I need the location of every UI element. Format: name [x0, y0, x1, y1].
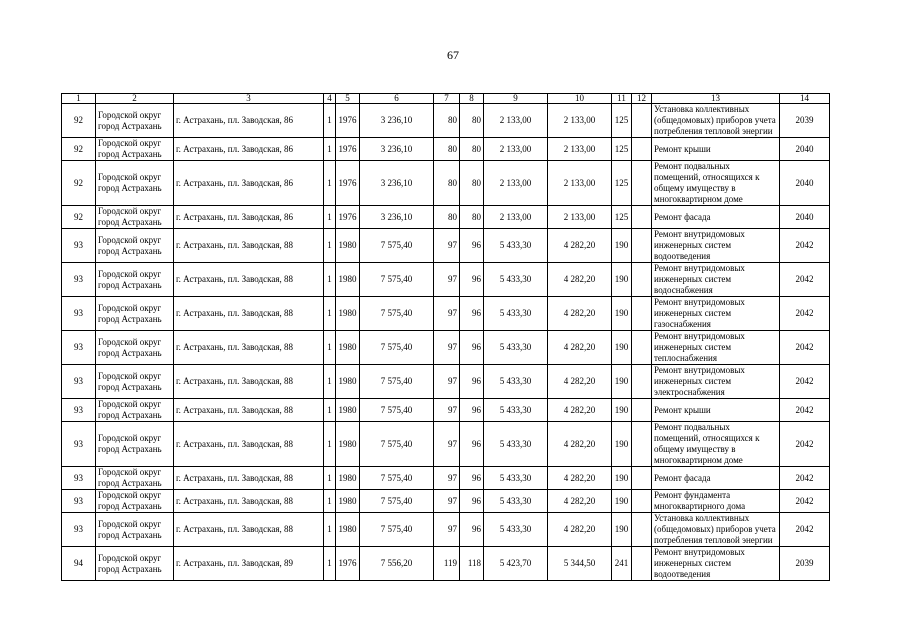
- cell-empty: [632, 490, 652, 513]
- cell-apartments-total: 97: [434, 422, 460, 467]
- cell-private-area: 4 282,20: [548, 467, 612, 490]
- cell-address: г. Астрахань, пл. Заводская, 86: [174, 161, 324, 206]
- cell-total-area: 3 236,10: [360, 161, 434, 206]
- cell-buildings-count: 1: [324, 161, 336, 206]
- cell-work-type: Ремонт подвальных помещений, относящихся к общему имуществу в многоквартирном доме: [652, 161, 780, 206]
- cell-residents: 125: [612, 161, 632, 206]
- cell-planned-year: 2042: [780, 331, 830, 365]
- page-number: 67: [447, 48, 459, 62]
- cell-residential-area: 5 433,30: [484, 263, 548, 297]
- cell-apartments-total: 97: [434, 467, 460, 490]
- cell-empty: [632, 206, 652, 229]
- cell-buildings-count: 1: [324, 365, 336, 399]
- cell-work-type: Ремонт внутридомовых инженерных систем теплоснабжения: [652, 331, 780, 365]
- table-row: [62, 490, 830, 513]
- cell-address: г. Астрахань, пл. Заводская, 88: [174, 297, 324, 331]
- cell-row-number: 93: [62, 331, 96, 365]
- cell-empty: [632, 513, 652, 547]
- cell-apartments-residential: 96: [460, 263, 484, 297]
- cell-row-number: 93: [62, 513, 96, 547]
- cell-municipality: Городской округ город Астрахань: [96, 513, 174, 547]
- cell-residential-area: 5 433,30: [484, 513, 548, 547]
- cell-planned-year: 2042: [780, 422, 830, 467]
- cell-residents: 190: [612, 490, 632, 513]
- cell-apartments-total: 97: [434, 513, 460, 547]
- cell-buildings-count: 1: [324, 229, 336, 263]
- cell-work-type: Ремонт внутридомовых инженерных систем газоснабжения: [652, 297, 780, 331]
- cell-total-area: 7 575,40: [360, 513, 434, 547]
- cell-address: г. Астрахань, пл. Заводская, 88: [174, 513, 324, 547]
- cell-work-type: Ремонт фасада: [652, 467, 780, 490]
- cell-row-number: 93: [62, 399, 96, 422]
- cell-address: г. Астрахань, пл. Заводская, 89: [174, 547, 324, 581]
- cell-residential-area: 5 433,30: [484, 365, 548, 399]
- cell-municipality: Городской округ город Астрахань: [96, 365, 174, 399]
- cell-private-area: 4 282,20: [548, 229, 612, 263]
- cell-address: г. Астрахань, пл. Заводская, 88: [174, 490, 324, 513]
- cell-build-year: 1976: [336, 547, 360, 581]
- cell-address: г. Астрахань, пл. Заводская, 88: [174, 399, 324, 422]
- cell-empty: [632, 422, 652, 467]
- cell-build-year: 1980: [336, 467, 360, 490]
- cell-residents: 190: [612, 513, 632, 547]
- cell-build-year: 1976: [336, 161, 360, 206]
- cell-empty: [632, 161, 652, 206]
- column-header-1: 1: [62, 94, 96, 104]
- cell-apartments-residential: 96: [460, 513, 484, 547]
- table-body: [62, 104, 830, 581]
- cell-work-type: Установка коллективных (общедомовых) приборов учета потребления тепловой энергии: [652, 513, 780, 547]
- cell-address: г. Астрахань, пл. Заводская, 88: [174, 422, 324, 467]
- column-number-row: [62, 94, 830, 104]
- cell-apartments-residential: 96: [460, 331, 484, 365]
- cell-empty: [632, 138, 652, 161]
- cell-buildings-count: 1: [324, 513, 336, 547]
- cell-planned-year: 2042: [780, 297, 830, 331]
- cell-buildings-count: 1: [324, 490, 336, 513]
- cell-residents: 125: [612, 104, 632, 138]
- column-header-7: 7: [434, 94, 460, 104]
- cell-apartments-total: 97: [434, 263, 460, 297]
- cell-work-type: Ремонт внутридомовых инженерных систем электроснабжения: [652, 365, 780, 399]
- cell-municipality: Городской округ город Астрахань: [96, 206, 174, 229]
- column-header-4: 4: [324, 94, 336, 104]
- cell-address: г. Астрахань, пл. Заводская, 88: [174, 467, 324, 490]
- cell-buildings-count: 1: [324, 138, 336, 161]
- cell-build-year: 1980: [336, 297, 360, 331]
- table-row: [62, 547, 830, 581]
- cell-row-number: 92: [62, 161, 96, 206]
- cell-address: г. Астрахань, пл. Заводская, 86: [174, 104, 324, 138]
- cell-buildings-count: 1: [324, 547, 336, 581]
- cell-apartments-total: 97: [434, 331, 460, 365]
- cell-buildings-count: 1: [324, 206, 336, 229]
- cell-empty: [632, 104, 652, 138]
- cell-total-area: 7 575,40: [360, 399, 434, 422]
- cell-apartments-total: 97: [434, 490, 460, 513]
- cell-residential-area: 5 433,30: [484, 467, 548, 490]
- cell-residents: 190: [612, 365, 632, 399]
- cell-buildings-count: 1: [324, 331, 336, 365]
- table-row: [62, 467, 830, 490]
- table-row: [62, 206, 830, 229]
- cell-private-area: 2 133,00: [548, 104, 612, 138]
- cell-apartments-residential: 96: [460, 467, 484, 490]
- cell-row-number: 92: [62, 206, 96, 229]
- cell-build-year: 1976: [336, 138, 360, 161]
- cell-apartments-residential: 80: [460, 138, 484, 161]
- column-header-8: 8: [460, 94, 484, 104]
- cell-apartments-residential: 96: [460, 490, 484, 513]
- cell-planned-year: 2042: [780, 263, 830, 297]
- cell-residential-area: 2 133,00: [484, 206, 548, 229]
- table-row: [62, 365, 830, 399]
- cell-row-number: 93: [62, 229, 96, 263]
- cell-apartments-residential: 96: [460, 229, 484, 263]
- cell-build-year: 1980: [336, 399, 360, 422]
- column-header-3: 3: [174, 94, 324, 104]
- cell-total-area: 7 575,40: [360, 331, 434, 365]
- repair-schedule-table: [61, 93, 830, 581]
- cell-address: г. Астрахань, пл. Заводская, 86: [174, 138, 324, 161]
- cell-apartments-total: 97: [434, 365, 460, 399]
- cell-private-area: 4 282,20: [548, 263, 612, 297]
- cell-residential-area: 5 423,70: [484, 547, 548, 581]
- cell-municipality: Городской округ город Астрахань: [96, 399, 174, 422]
- cell-build-year: 1980: [336, 490, 360, 513]
- cell-planned-year: 2039: [780, 104, 830, 138]
- cell-row-number: 93: [62, 490, 96, 513]
- cell-address: г. Астрахань, пл. Заводская, 88: [174, 229, 324, 263]
- cell-total-area: 7 575,40: [360, 467, 434, 490]
- cell-empty: [632, 467, 652, 490]
- cell-residents: 190: [612, 263, 632, 297]
- cell-private-area: 2 133,00: [548, 206, 612, 229]
- cell-total-area: 7 575,40: [360, 422, 434, 467]
- cell-planned-year: 2042: [780, 513, 830, 547]
- cell-private-area: 4 282,20: [548, 399, 612, 422]
- cell-empty: [632, 365, 652, 399]
- cell-row-number: 93: [62, 365, 96, 399]
- cell-total-area: 7 556,20: [360, 547, 434, 581]
- cell-planned-year: 2042: [780, 467, 830, 490]
- cell-planned-year: 2040: [780, 206, 830, 229]
- cell-total-area: 3 236,10: [360, 206, 434, 229]
- cell-municipality: Городской округ город Астрахань: [96, 263, 174, 297]
- column-header-2: 2: [96, 94, 174, 104]
- cell-address: г. Астрахань, пл. Заводская, 88: [174, 365, 324, 399]
- column-header-5: 5: [336, 94, 360, 104]
- cell-work-type: Ремонт внутридомовых инженерных систем водоотведения: [652, 547, 780, 581]
- cell-planned-year: 2042: [780, 365, 830, 399]
- cell-apartments-total: 97: [434, 297, 460, 331]
- cell-build-year: 1980: [336, 229, 360, 263]
- cell-work-type: Установка коллективных (общедомовых) приборов учета потребления тепловой энергии: [652, 104, 780, 138]
- cell-apartments-residential: 80: [460, 206, 484, 229]
- cell-municipality: Городской округ город Астрахань: [96, 104, 174, 138]
- cell-build-year: 1980: [336, 331, 360, 365]
- cell-apartments-residential: 80: [460, 161, 484, 206]
- column-header-11: 11: [612, 94, 632, 104]
- cell-work-type: Ремонт фундамента многоквартирного дома: [652, 490, 780, 513]
- cell-work-type: Ремонт крыши: [652, 399, 780, 422]
- cell-total-area: 7 575,40: [360, 229, 434, 263]
- cell-residential-area: 5 433,30: [484, 297, 548, 331]
- cell-total-area: 3 236,10: [360, 104, 434, 138]
- cell-total-area: 3 236,10: [360, 138, 434, 161]
- cell-apartments-total: 80: [434, 206, 460, 229]
- cell-build-year: 1980: [336, 365, 360, 399]
- cell-residential-area: 5 433,30: [484, 490, 548, 513]
- cell-municipality: Городской округ город Астрахань: [96, 138, 174, 161]
- cell-work-type: Ремонт внутридомовых инженерных систем водоотведения: [652, 229, 780, 263]
- column-header-6: 6: [360, 94, 434, 104]
- cell-address: г. Астрахань, пл. Заводская, 88: [174, 331, 324, 365]
- cell-build-year: 1980: [336, 513, 360, 547]
- table-row: [62, 161, 830, 206]
- cell-residents: 125: [612, 138, 632, 161]
- cell-apartments-residential: 118: [460, 547, 484, 581]
- cell-empty: [632, 331, 652, 365]
- cell-buildings-count: 1: [324, 399, 336, 422]
- cell-work-type: Ремонт фасада: [652, 206, 780, 229]
- column-header-10: 10: [548, 94, 612, 104]
- cell-address: г. Астрахань, пл. Заводская, 86: [174, 206, 324, 229]
- cell-apartments-residential: 96: [460, 399, 484, 422]
- cell-apartments-total: 97: [434, 399, 460, 422]
- column-header-13: 13: [652, 94, 780, 104]
- cell-residential-area: 5 433,30: [484, 229, 548, 263]
- cell-municipality: Городской округ город Астрахань: [96, 297, 174, 331]
- cell-apartments-total: 80: [434, 104, 460, 138]
- cell-municipality: Городской округ город Астрахань: [96, 422, 174, 467]
- cell-planned-year: 2040: [780, 161, 830, 206]
- cell-build-year: 1976: [336, 104, 360, 138]
- cell-apartments-residential: 96: [460, 422, 484, 467]
- cell-total-area: 7 575,40: [360, 490, 434, 513]
- cell-residents: 190: [612, 467, 632, 490]
- table-row: [62, 263, 830, 297]
- cell-municipality: Городской округ город Астрахань: [96, 161, 174, 206]
- cell-municipality: Городской округ город Астрахань: [96, 467, 174, 490]
- cell-private-area: 4 282,20: [548, 490, 612, 513]
- cell-buildings-count: 1: [324, 104, 336, 138]
- cell-apartments-total: 119: [434, 547, 460, 581]
- table-row: [62, 138, 830, 161]
- cell-work-type: Ремонт подвальных помещений, относящихся к общему имуществу в многоквартирном доме: [652, 422, 780, 467]
- table-row: [62, 422, 830, 467]
- cell-row-number: 92: [62, 138, 96, 161]
- cell-address: г. Астрахань, пл. Заводская, 88: [174, 263, 324, 297]
- cell-residents: 190: [612, 331, 632, 365]
- cell-empty: [632, 297, 652, 331]
- cell-residential-area: 5 433,30: [484, 422, 548, 467]
- cell-municipality: Городской округ город Астрахань: [96, 331, 174, 365]
- cell-build-year: 1980: [336, 422, 360, 467]
- cell-residential-area: 5 433,30: [484, 399, 548, 422]
- cell-apartments-residential: 96: [460, 297, 484, 331]
- cell-apartments-total: 80: [434, 138, 460, 161]
- cell-empty: [632, 263, 652, 297]
- cell-residents: 190: [612, 422, 632, 467]
- cell-planned-year: 2042: [780, 490, 830, 513]
- cell-row-number: 93: [62, 297, 96, 331]
- cell-row-number: 93: [62, 263, 96, 297]
- cell-planned-year: 2040: [780, 138, 830, 161]
- cell-apartments-residential: 96: [460, 365, 484, 399]
- cell-private-area: 2 133,00: [548, 138, 612, 161]
- cell-residents: 190: [612, 297, 632, 331]
- cell-total-area: 7 575,40: [360, 297, 434, 331]
- cell-row-number: 94: [62, 547, 96, 581]
- cell-planned-year: 2042: [780, 399, 830, 422]
- cell-residential-area: 2 133,00: [484, 138, 548, 161]
- cell-empty: [632, 229, 652, 263]
- cell-apartments-residential: 80: [460, 104, 484, 138]
- table-row: [62, 297, 830, 331]
- cell-private-area: 4 282,20: [548, 365, 612, 399]
- cell-buildings-count: 1: [324, 263, 336, 297]
- cell-row-number: 93: [62, 467, 96, 490]
- cell-residential-area: 2 133,00: [484, 161, 548, 206]
- cell-private-area: 4 282,20: [548, 422, 612, 467]
- cell-planned-year: 2039: [780, 547, 830, 581]
- table-row: [62, 104, 830, 138]
- column-header-14: 14: [780, 94, 830, 104]
- cell-private-area: 5 344,50: [548, 547, 612, 581]
- cell-residents: 125: [612, 206, 632, 229]
- cell-residents: 190: [612, 229, 632, 263]
- cell-work-type: Ремонт внутридомовых инженерных систем водоснабжения: [652, 263, 780, 297]
- cell-build-year: 1980: [336, 263, 360, 297]
- cell-residents: 190: [612, 399, 632, 422]
- cell-residents: 241: [612, 547, 632, 581]
- cell-buildings-count: 1: [324, 297, 336, 331]
- cell-municipality: Городской округ город Астрахань: [96, 229, 174, 263]
- cell-residential-area: 2 133,00: [484, 104, 548, 138]
- column-header-9: 9: [484, 94, 548, 104]
- table-row: [62, 229, 830, 263]
- cell-buildings-count: 1: [324, 467, 336, 490]
- cell-residential-area: 5 433,30: [484, 331, 548, 365]
- column-header-12: 12: [632, 94, 652, 104]
- cell-municipality: Городской округ город Астрахань: [96, 490, 174, 513]
- cell-total-area: 7 575,40: [360, 263, 434, 297]
- cell-planned-year: 2042: [780, 229, 830, 263]
- cell-empty: [632, 547, 652, 581]
- table-row: [62, 513, 830, 547]
- cell-apartments-total: 97: [434, 229, 460, 263]
- cell-row-number: 92: [62, 104, 96, 138]
- cell-private-area: 4 282,20: [548, 513, 612, 547]
- table-row: [62, 399, 830, 422]
- cell-apartments-total: 80: [434, 161, 460, 206]
- cell-municipality: Городской округ город Астрахань: [96, 547, 174, 581]
- cell-empty: [632, 399, 652, 422]
- table-row: [62, 331, 830, 365]
- cell-work-type: Ремонт крыши: [652, 138, 780, 161]
- cell-buildings-count: 1: [324, 422, 336, 467]
- cell-private-area: 4 282,20: [548, 297, 612, 331]
- cell-row-number: 93: [62, 422, 96, 467]
- cell-build-year: 1976: [336, 206, 360, 229]
- cell-total-area: 7 575,40: [360, 365, 434, 399]
- cell-private-area: 2 133,00: [548, 161, 612, 206]
- cell-private-area: 4 282,20: [548, 331, 612, 365]
